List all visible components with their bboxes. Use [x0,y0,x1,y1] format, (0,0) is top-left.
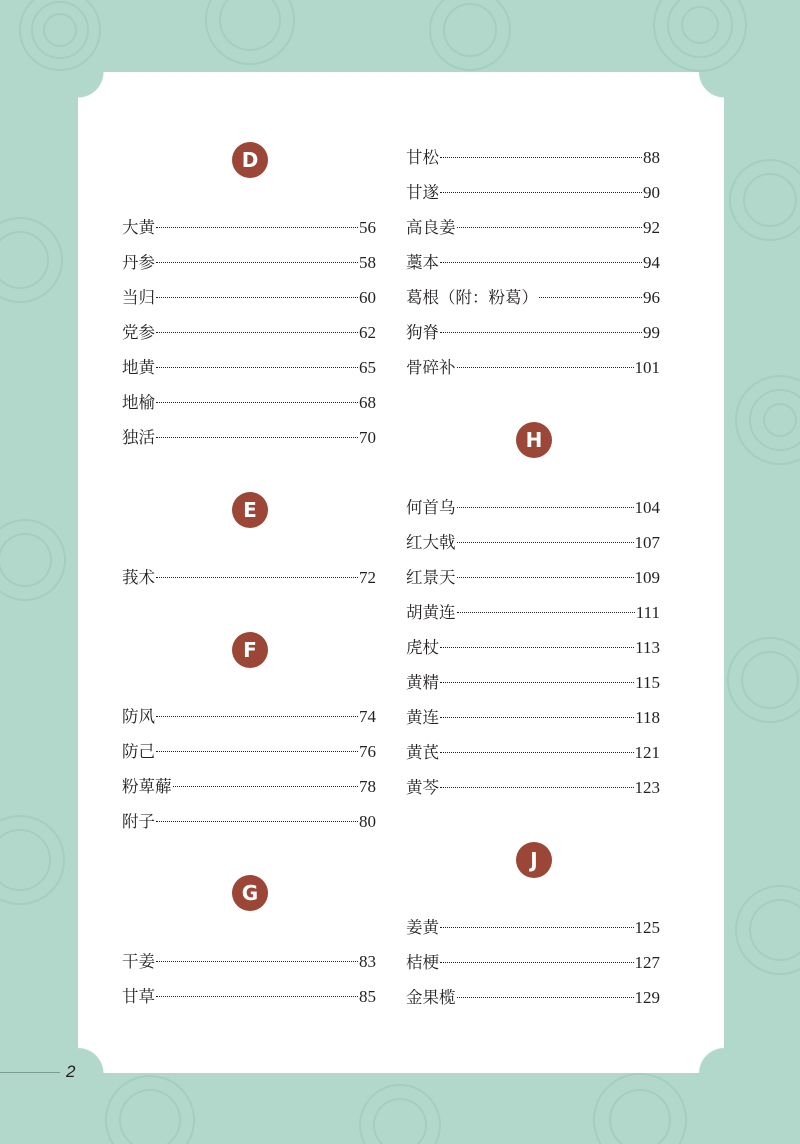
toc-entry: 黄芩 123 [406,778,660,797]
section-badge-d: D [232,142,268,178]
toc-entry: 姜黄 125 [406,918,660,937]
toc-entry: 党参 62 [122,323,376,342]
toc-entry: 防风 74 [122,707,376,726]
page-number-rule [0,1072,60,1073]
toc-entry: 高良姜 92 [406,218,660,237]
toc-entry: 藁本 94 [406,253,660,272]
toc-entry: 防己 76 [122,742,376,761]
toc-entry: 胡黄连 111 [406,603,660,622]
section-badge-f: F [232,632,268,668]
toc-entry: 地黄 65 [122,358,376,377]
toc-entry: 独活 70 [122,428,376,447]
toc-entry: 大黄 56 [122,218,376,237]
toc-entry: 红景天 109 [406,568,660,587]
toc-entry: 黄精 115 [406,673,660,692]
page-number: 2 [66,1062,76,1081]
toc-entry: 桔梗 127 [406,953,660,972]
section-badge-h: H [516,422,552,458]
section-badge-e: E [232,492,268,528]
toc-entry: 当归 60 [122,288,376,307]
toc-entry: 地榆 68 [122,393,376,412]
toc-entry: 甘草 85 [122,987,376,1006]
toc-entry: 金果榄 129 [406,988,660,1007]
toc-entry: 黄芪 121 [406,743,660,762]
section-badge-j: J [516,842,552,878]
toc-entry: 葛根（附：粉葛） 96 [406,288,660,307]
toc-entry: 骨碎补 101 [406,358,660,377]
toc-entry: 红大戟 107 [406,533,660,552]
toc-entry: 甘松 88 [406,148,660,167]
toc-entry: 丹参 58 [122,253,376,272]
toc-entry: 甘遂 90 [406,183,660,202]
toc-entry: 黄连 118 [406,708,660,727]
toc-entry: 莪术 72 [122,568,376,587]
toc-entry: 何首乌 104 [406,498,660,517]
section-badge-g: G [232,875,268,911]
toc-entry: 附子 80 [122,812,376,831]
toc-entry: 狗脊 99 [406,323,660,342]
toc-entry: 虎杖 113 [406,638,660,657]
toc-entry: 粉萆薢 78 [122,777,376,796]
toc-entry: 干姜 83 [122,952,376,971]
